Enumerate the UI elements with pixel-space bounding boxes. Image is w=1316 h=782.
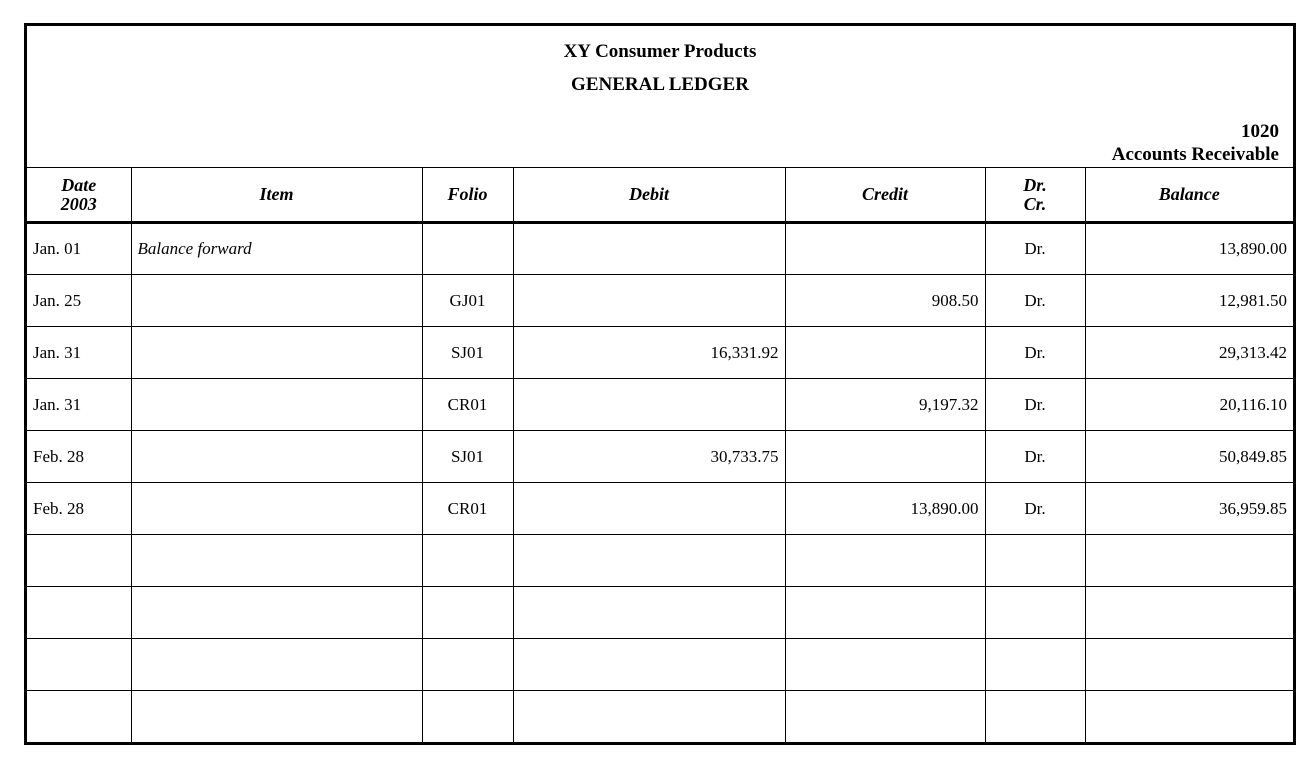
date-header-year: 2003 <box>60 193 97 214</box>
cell-debit: 30,733.75 <box>513 431 785 483</box>
cell-credit <box>785 639 985 691</box>
general-ledger-sheet <box>24 23 1296 745</box>
table-row-empty <box>27 639 1293 691</box>
cell-folio: SJ01 <box>422 327 513 379</box>
cell-folio: CR01 <box>422 379 513 431</box>
ledger-header <box>27 26 1293 167</box>
column-header-item: Item <box>131 168 422 223</box>
cell-debit <box>513 483 785 535</box>
table-row-empty <box>27 691 1293 743</box>
table-row <box>27 327 1293 379</box>
column-header-balance: Balance <box>1085 168 1293 223</box>
column-header-date <box>27 168 131 223</box>
cell-balance: 36,959.85 <box>1085 483 1293 535</box>
cell-date: Jan. 25 <box>27 275 131 327</box>
cell-date: Feb. 28 <box>27 431 131 483</box>
cell-drcr: Dr. <box>985 223 1085 275</box>
cell-folio: SJ01 <box>422 431 513 483</box>
cell-drcr: Dr. <box>985 379 1085 431</box>
cell-credit <box>785 691 985 743</box>
account-name: Accounts Receivable <box>1111 144 1279 165</box>
cell-item <box>131 379 422 431</box>
cell-date <box>27 639 131 691</box>
column-header-credit: Credit <box>785 168 985 223</box>
cell-debit <box>513 535 785 587</box>
cell-credit <box>785 587 985 639</box>
cell-debit <box>513 639 785 691</box>
cell-debit <box>513 275 785 327</box>
table-row <box>27 431 1293 483</box>
cell-drcr: Dr. <box>985 275 1085 327</box>
cell-credit: 13,890.00 <box>785 483 985 535</box>
cell-drcr <box>985 535 1085 587</box>
cell-drcr: Dr. <box>985 431 1085 483</box>
cell-drcr <box>985 691 1085 743</box>
cell-balance <box>1085 587 1293 639</box>
cell-drcr <box>985 639 1085 691</box>
cell-balance: 12,981.50 <box>1085 275 1293 327</box>
table-row <box>27 379 1293 431</box>
cell-folio <box>422 535 513 587</box>
table-row <box>27 223 1293 275</box>
cell-credit <box>785 535 985 587</box>
cell-item <box>131 327 422 379</box>
cell-date: Jan. 31 <box>27 327 131 379</box>
cell-item <box>131 587 422 639</box>
date-header-label: Date <box>61 174 97 195</box>
drcr-header-dr: Dr. <box>1023 174 1047 195</box>
cell-item: Balance forward <box>131 223 422 275</box>
cell-item <box>131 639 422 691</box>
cell-balance: 29,313.42 <box>1085 327 1293 379</box>
cell-drcr <box>985 587 1085 639</box>
cell-credit <box>785 223 985 275</box>
drcr-header-cr: Cr. <box>1023 193 1047 214</box>
table-row <box>27 275 1293 327</box>
cell-credit <box>785 431 985 483</box>
cell-credit: 9,197.32 <box>785 379 985 431</box>
cell-date <box>27 587 131 639</box>
cell-balance <box>1085 691 1293 743</box>
ledger-table <box>27 167 1293 743</box>
column-header-debit: Debit <box>513 168 785 223</box>
cell-credit: 908.50 <box>785 275 985 327</box>
cell-folio: GJ01 <box>422 275 513 327</box>
column-header-folio: Folio <box>422 168 513 223</box>
cell-item <box>131 691 422 743</box>
cell-item <box>131 483 422 535</box>
cell-drcr: Dr. <box>985 327 1085 379</box>
company-name: XY Consumer Products <box>563 41 757 62</box>
cell-item <box>131 431 422 483</box>
cell-balance <box>1085 535 1293 587</box>
column-header-row <box>27 168 1293 223</box>
cell-balance: 50,849.85 <box>1085 431 1293 483</box>
cell-debit: 16,331.92 <box>513 327 785 379</box>
cell-debit <box>513 587 785 639</box>
cell-date: Feb. 28 <box>27 483 131 535</box>
table-row-empty <box>27 535 1293 587</box>
cell-folio <box>422 639 513 691</box>
cell-date <box>27 535 131 587</box>
cell-date <box>27 691 131 743</box>
table-row-empty <box>27 587 1293 639</box>
cell-drcr: Dr. <box>985 483 1085 535</box>
cell-item <box>131 275 422 327</box>
cell-balance: 20,116.10 <box>1085 379 1293 431</box>
cell-balance <box>1085 639 1293 691</box>
cell-folio: CR01 <box>422 483 513 535</box>
cell-debit <box>513 223 785 275</box>
cell-debit <box>513 691 785 743</box>
cell-item <box>131 535 422 587</box>
cell-credit <box>785 327 985 379</box>
table-row <box>27 483 1293 535</box>
cell-date: Jan. 01 <box>27 223 131 275</box>
cell-folio <box>422 223 513 275</box>
cell-debit <box>513 379 785 431</box>
ledger-title: GENERAL LEDGER <box>571 74 749 95</box>
account-number: 1020 <box>1241 121 1279 142</box>
column-header-drcr <box>985 168 1085 223</box>
cell-folio <box>422 691 513 743</box>
cell-balance: 13,890.00 <box>1085 223 1293 275</box>
cell-folio <box>422 587 513 639</box>
cell-date: Jan. 31 <box>27 379 131 431</box>
